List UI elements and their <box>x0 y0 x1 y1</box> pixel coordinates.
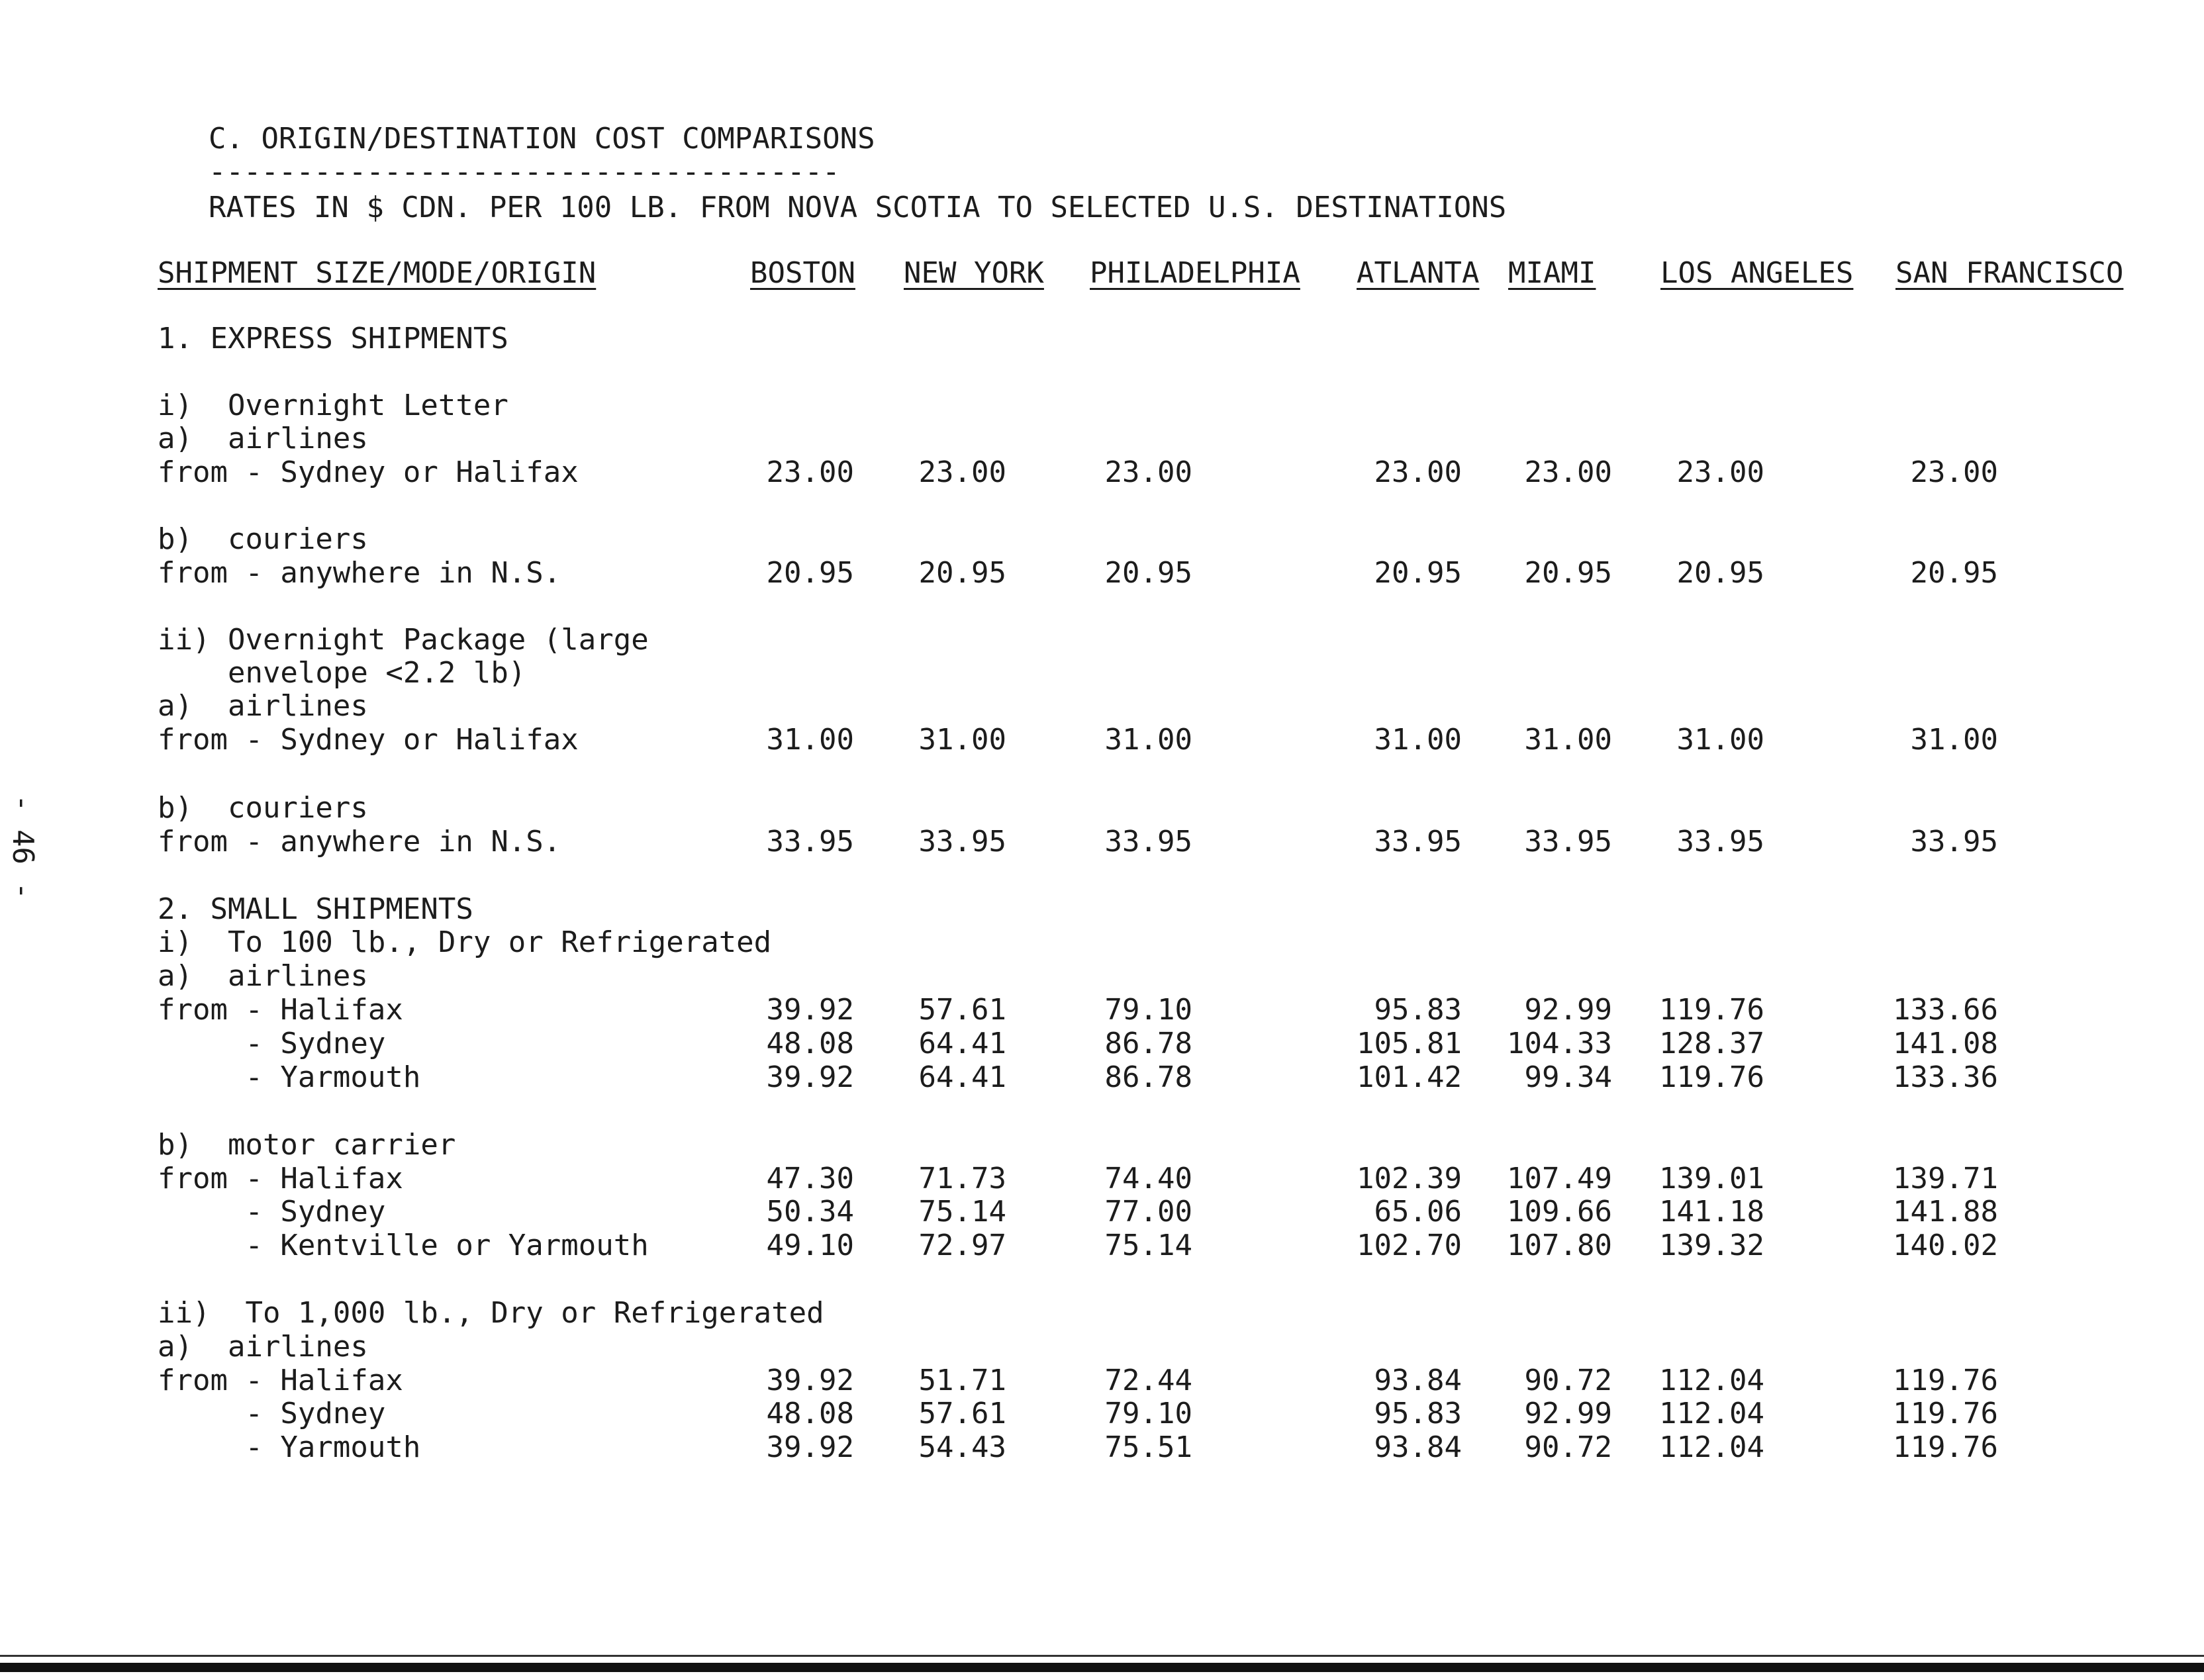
rate-cell: 39.92 <box>766 1060 854 1094</box>
rate-cell: 23.00 <box>766 455 854 489</box>
rate-cell: 101.42 <box>1357 1060 1462 1094</box>
rate-cell: 139.32 <box>1659 1229 1764 1262</box>
row-label: from - Halifax <box>158 1364 403 1397</box>
rate-cell: 104.33 <box>1507 1027 1612 1060</box>
row-label: from - Sydney or Halifax <box>158 455 579 489</box>
row-label: from - Sydney or Halifax <box>158 723 579 757</box>
rate-cell: 48.08 <box>766 1027 854 1060</box>
row-label: a) airlines <box>158 959 368 993</box>
rate-cell: 20.95 <box>1910 556 1998 590</box>
row-label: from - Halifax <box>158 1162 403 1195</box>
rate-cell: 31.00 <box>1910 723 1998 757</box>
row-label: - Sydney <box>158 1195 386 1229</box>
rate-cell: 75.14 <box>918 1195 1006 1229</box>
rate-cell: 90.72 <box>1524 1364 1612 1397</box>
rate-cell: 20.95 <box>1104 556 1192 590</box>
header-atlanta: ATLANTA <box>1357 256 1480 290</box>
row-label: from - anywhere in N.S. <box>158 825 561 859</box>
rate-cell: 112.04 <box>1659 1430 1764 1464</box>
rate-cell: 23.00 <box>1374 455 1462 489</box>
row-label: - Yarmouth <box>158 1060 421 1094</box>
rate-cell: 20.95 <box>918 556 1006 590</box>
row-label: - Kentville or Yarmouth <box>158 1229 649 1262</box>
rate-cell: 119.76 <box>1659 1060 1764 1094</box>
rate-cell: 23.00 <box>1104 455 1192 489</box>
rate-cell: 39.92 <box>766 993 854 1027</box>
rate-cell: 50.34 <box>766 1195 854 1229</box>
rate-cell: 64.41 <box>918 1060 1006 1094</box>
row-label: a) airlines <box>158 422 368 455</box>
row-label: - Yarmouth <box>158 1430 421 1464</box>
rate-cell: 95.83 <box>1374 993 1462 1027</box>
rate-cell: 31.00 <box>1374 723 1462 757</box>
row-label: ii) To 1,000 lb., Dry or Refrigerated <box>158 1296 824 1330</box>
section-title-rule: ------------------------------------ <box>209 155 840 189</box>
rate-cell: 31.00 <box>918 723 1006 757</box>
rate-cell: 48.08 <box>766 1397 854 1430</box>
rate-cell: 79.10 <box>1104 993 1192 1027</box>
rate-cell: 139.01 <box>1659 1162 1764 1195</box>
rate-cell: 31.00 <box>1524 723 1612 757</box>
rate-cell: 23.00 <box>1676 455 1764 489</box>
rate-cell: 102.39 <box>1357 1162 1462 1195</box>
rate-cell: 64.41 <box>918 1027 1006 1060</box>
rate-cell: 93.84 <box>1374 1364 1462 1397</box>
rate-cell: 39.92 <box>766 1364 854 1397</box>
row-label: i) To 100 lb., Dry or Refrigerated <box>158 925 772 959</box>
rate-cell: 119.76 <box>1893 1364 1998 1397</box>
rate-cell: 99.34 <box>1524 1060 1612 1094</box>
rate-cell: 107.80 <box>1507 1229 1612 1262</box>
rate-cell: 77.00 <box>1104 1195 1192 1229</box>
rate-cell: 23.00 <box>918 455 1006 489</box>
rate-cell: 102.70 <box>1357 1229 1462 1262</box>
rate-cell: 33.95 <box>1374 825 1462 859</box>
rate-cell: 107.49 <box>1507 1162 1612 1195</box>
rate-cell: 65.06 <box>1374 1195 1462 1229</box>
rate-cell: 105.81 <box>1357 1027 1462 1060</box>
row-label: a) airlines <box>158 689 368 723</box>
header-philadelphia: PHILADELPHIA <box>1090 256 1300 290</box>
bottom-rule <box>0 1663 2204 1672</box>
row-label: envelope <2.2 lb) <box>158 656 526 690</box>
rate-cell: 33.95 <box>1910 825 1998 859</box>
rate-cell: 31.00 <box>766 723 854 757</box>
rate-cell: 20.95 <box>1524 556 1612 590</box>
row-label: b) couriers <box>158 522 368 556</box>
rate-cell: 141.08 <box>1893 1027 1998 1060</box>
rate-cell: 47.30 <box>766 1162 854 1195</box>
rate-cell: 112.04 <box>1659 1364 1764 1397</box>
rate-cell: 51.71 <box>918 1364 1006 1397</box>
rate-cell: 75.51 <box>1104 1430 1192 1464</box>
row-label: 1. EXPRESS SHIPMENTS <box>158 322 508 355</box>
rate-cell: 33.95 <box>1524 825 1612 859</box>
row-label: - Sydney <box>158 1397 386 1430</box>
row-label: 2. SMALL SHIPMENTS <box>158 892 473 926</box>
rate-cell: 139.71 <box>1893 1162 1998 1195</box>
rate-cell: 33.95 <box>918 825 1006 859</box>
rate-cell: 23.00 <box>1524 455 1612 489</box>
rate-cell: 71.73 <box>918 1162 1006 1195</box>
header-boston: BOSTON <box>750 256 855 290</box>
rate-cell: 133.66 <box>1893 993 1998 1027</box>
rate-cell: 33.95 <box>1676 825 1764 859</box>
rate-cell: 49.10 <box>766 1229 854 1262</box>
row-label: a) airlines <box>158 1330 368 1364</box>
rate-cell: 31.00 <box>1676 723 1764 757</box>
header-new-york: NEW YORK <box>904 256 1044 290</box>
rate-cell: 57.61 <box>918 993 1006 1027</box>
rate-cell: 119.76 <box>1893 1397 1998 1430</box>
row-label: from - Halifax <box>158 993 403 1027</box>
row-label: b) motor carrier <box>158 1128 456 1162</box>
rate-cell: 33.95 <box>1104 825 1192 859</box>
rate-cell: 72.97 <box>918 1229 1006 1262</box>
subtitle: RATES IN $ CDN. PER 100 LB. FROM NOVA SCOTIA TO SELECTED U.S. DESTINATIONS <box>209 191 1507 224</box>
row-label: - Sydney <box>158 1027 386 1060</box>
rate-cell: 20.95 <box>1374 556 1462 590</box>
row-label: from - anywhere in N.S. <box>158 556 561 590</box>
rate-cell: 128.37 <box>1659 1027 1764 1060</box>
rate-cell: 33.95 <box>766 825 854 859</box>
bottom-rule-thin <box>0 1655 2204 1657</box>
rate-cell: 119.76 <box>1893 1430 1998 1464</box>
rate-cell: 93.84 <box>1374 1430 1462 1464</box>
page-number: - 46 - <box>6 794 40 900</box>
rate-cell: 74.40 <box>1104 1162 1192 1195</box>
rate-cell: 72.44 <box>1104 1364 1192 1397</box>
section-title: C. ORIGIN/DESTINATION COST COMPARISONS <box>209 122 875 156</box>
row-label: i) Overnight Letter <box>158 389 508 422</box>
rate-cell: 20.95 <box>766 556 854 590</box>
rate-cell: 141.18 <box>1659 1195 1764 1229</box>
rate-cell: 141.88 <box>1893 1195 1998 1229</box>
rate-cell: 112.04 <box>1659 1397 1764 1430</box>
row-label: b) couriers <box>158 791 368 825</box>
header-miami: MIAMI <box>1508 256 1596 290</box>
rate-cell: 92.99 <box>1524 993 1612 1027</box>
rate-cell: 95.83 <box>1374 1397 1462 1430</box>
rate-cell: 31.00 <box>1104 723 1192 757</box>
header-los-angeles: LOS ANGELES <box>1660 256 1854 290</box>
rate-cell: 79.10 <box>1104 1397 1192 1430</box>
rate-cell: 86.78 <box>1104 1027 1192 1060</box>
rate-cell: 119.76 <box>1659 993 1764 1027</box>
rate-cell: 20.95 <box>1676 556 1764 590</box>
rate-cell: 54.43 <box>918 1430 1006 1464</box>
rate-cell: 92.99 <box>1524 1397 1612 1430</box>
rate-cell: 39.92 <box>766 1430 854 1464</box>
rate-cell: 90.72 <box>1524 1430 1612 1464</box>
rate-cell: 133.36 <box>1893 1060 1998 1094</box>
header-shipment-size: SHIPMENT SIZE/MODE/ORIGIN <box>158 256 597 290</box>
rate-cell: 140.02 <box>1893 1229 1998 1262</box>
header-san-francisco: SAN FRANCISCO <box>1895 256 2124 290</box>
rate-cell: 23.00 <box>1910 455 1998 489</box>
row-label: ii) Overnight Package (large <box>158 623 649 657</box>
rate-cell: 75.14 <box>1104 1229 1192 1262</box>
rate-cell: 57.61 <box>918 1397 1006 1430</box>
rate-cell: 86.78 <box>1104 1060 1192 1094</box>
rate-cell: 109.66 <box>1507 1195 1612 1229</box>
